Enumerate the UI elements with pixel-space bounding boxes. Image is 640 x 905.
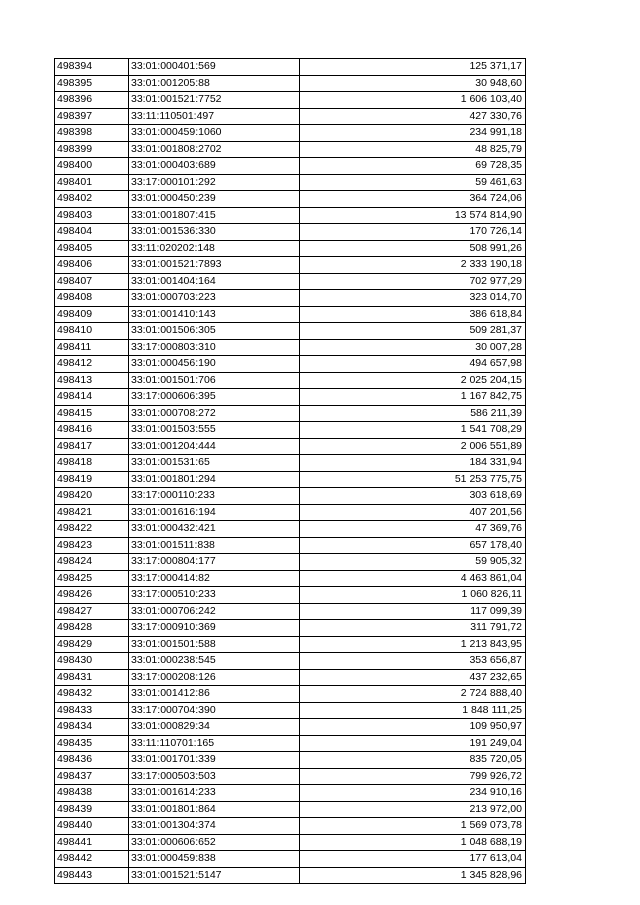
cadastral-number-cell: 33:01:001506:305 bbox=[129, 323, 300, 340]
cadastral-value-cell: 311 791,72 bbox=[300, 620, 526, 637]
table-row bbox=[55, 752, 526, 769]
object-id-cell: 498430 bbox=[55, 653, 129, 670]
cadastral-number-cell: 33:17:000606:395 bbox=[129, 389, 300, 406]
object-id-cell: 498399 bbox=[55, 141, 129, 158]
cadastral-number-cell: 33:11:110701:165 bbox=[129, 735, 300, 752]
cadastral-number-cell: 33:01:001801:864 bbox=[129, 801, 300, 818]
object-id-cell: 498426 bbox=[55, 587, 129, 604]
cadastral-value-cell: 51 253 775,75 bbox=[300, 471, 526, 488]
object-id-cell: 498415 bbox=[55, 405, 129, 422]
table-row bbox=[55, 75, 526, 92]
cadastral-number-cell: 33:17:000804:177 bbox=[129, 554, 300, 571]
object-id-cell: 498442 bbox=[55, 851, 129, 868]
object-id-cell: 498441 bbox=[55, 834, 129, 851]
cadastral-value-cell: 117 099,39 bbox=[300, 603, 526, 620]
cadastral-value-cell: 427 330,76 bbox=[300, 108, 526, 125]
object-id-cell: 498408 bbox=[55, 290, 129, 307]
cadastral-number-cell: 33:01:001801:294 bbox=[129, 471, 300, 488]
object-id-cell: 498409 bbox=[55, 306, 129, 323]
cadastral-value-cell: 303 618,69 bbox=[300, 488, 526, 505]
object-id-cell: 498395 bbox=[55, 75, 129, 92]
cadastral-number-cell: 33:17:000414:82 bbox=[129, 570, 300, 587]
object-id-cell: 498414 bbox=[55, 389, 129, 406]
table-row bbox=[55, 735, 526, 752]
object-id-cell: 498416 bbox=[55, 422, 129, 439]
object-id-cell: 498407 bbox=[55, 273, 129, 290]
cadastral-value-cell: 509 281,37 bbox=[300, 323, 526, 340]
object-id-cell: 498401 bbox=[55, 174, 129, 191]
cadastral-number-cell: 33:01:000459:1060 bbox=[129, 125, 300, 142]
cadastral-number-cell: 33:11:020202:148 bbox=[129, 240, 300, 257]
table-row bbox=[55, 174, 526, 191]
cadastral-value-cell: 59 461,63 bbox=[300, 174, 526, 191]
cadastral-number-cell: 33:17:000704:390 bbox=[129, 702, 300, 719]
cadastral-number-cell: 33:17:000510:233 bbox=[129, 587, 300, 604]
table-row bbox=[55, 620, 526, 637]
object-id-cell: 498400 bbox=[55, 158, 129, 175]
object-id-cell: 498438 bbox=[55, 785, 129, 802]
object-id-cell: 498436 bbox=[55, 752, 129, 769]
cadastral-value-cell: 323 014,70 bbox=[300, 290, 526, 307]
table-row bbox=[55, 471, 526, 488]
table-row bbox=[55, 125, 526, 142]
table-row bbox=[55, 290, 526, 307]
table-row bbox=[55, 306, 526, 323]
cadastral-value-cell: 437 232,65 bbox=[300, 669, 526, 686]
cadastral-number-cell: 33:17:000803:310 bbox=[129, 339, 300, 356]
object-id-cell: 498397 bbox=[55, 108, 129, 125]
object-id-cell: 498431 bbox=[55, 669, 129, 686]
table-row bbox=[55, 339, 526, 356]
table-row bbox=[55, 603, 526, 620]
cadastral-number-cell: 33:01:001536:330 bbox=[129, 224, 300, 241]
object-id-cell: 498440 bbox=[55, 818, 129, 835]
object-id-cell: 498405 bbox=[55, 240, 129, 257]
object-id-cell: 498424 bbox=[55, 554, 129, 571]
table-row bbox=[55, 504, 526, 521]
object-id-cell: 498402 bbox=[55, 191, 129, 208]
cadastral-number-cell: 33:01:001404:164 bbox=[129, 273, 300, 290]
cadastral-value-cell: 191 249,04 bbox=[300, 735, 526, 752]
table-row bbox=[55, 257, 526, 274]
cadastral-value-cell: 1 606 103,40 bbox=[300, 92, 526, 109]
table-row bbox=[55, 851, 526, 868]
cadastral-number-cell: 33:01:000403:689 bbox=[129, 158, 300, 175]
object-id-cell: 498418 bbox=[55, 455, 129, 472]
cadastral-number-cell: 33:01:000456:190 bbox=[129, 356, 300, 373]
cadastral-number-cell: 33:01:001205:88 bbox=[129, 75, 300, 92]
object-id-cell: 498423 bbox=[55, 537, 129, 554]
cadastral-value-cell: 13 574 814,90 bbox=[300, 207, 526, 224]
cadastral-value-cell: 47 369,76 bbox=[300, 521, 526, 538]
object-id-cell: 498432 bbox=[55, 686, 129, 703]
table-row bbox=[55, 422, 526, 439]
cadastral-value-cell: 1 848 111,25 bbox=[300, 702, 526, 719]
object-id-cell: 498427 bbox=[55, 603, 129, 620]
cadastral-value-cell: 2 025 204,15 bbox=[300, 372, 526, 389]
table-row bbox=[55, 191, 526, 208]
cadastral-value-cell: 586 211,39 bbox=[300, 405, 526, 422]
cadastral-value-cell: 177 613,04 bbox=[300, 851, 526, 868]
cadastral-number-cell: 33:01:001807:415 bbox=[129, 207, 300, 224]
table-row bbox=[55, 785, 526, 802]
cadastral-number-cell: 33:01:001410:143 bbox=[129, 306, 300, 323]
table-row bbox=[55, 405, 526, 422]
table-row bbox=[55, 372, 526, 389]
object-id-cell: 498417 bbox=[55, 438, 129, 455]
table-row bbox=[55, 669, 526, 686]
cadastral-value-cell: 1 048 688,19 bbox=[300, 834, 526, 851]
cadastral-number-cell: 33:01:001204:444 bbox=[129, 438, 300, 455]
table-row bbox=[55, 653, 526, 670]
cadastral-number-cell: 33:01:000432:421 bbox=[129, 521, 300, 538]
object-id-cell: 498429 bbox=[55, 636, 129, 653]
cadastral-value-cell: 364 724,06 bbox=[300, 191, 526, 208]
cadastral-value-cell: 799 926,72 bbox=[300, 768, 526, 785]
object-id-cell: 498412 bbox=[55, 356, 129, 373]
table-row bbox=[55, 240, 526, 257]
cadastral-number-cell: 33:01:000606:652 bbox=[129, 834, 300, 851]
cadastral-value-cell: 1 345 828,96 bbox=[300, 867, 526, 884]
object-id-cell: 498421 bbox=[55, 504, 129, 521]
cadastral-number-cell: 33:01:001501:706 bbox=[129, 372, 300, 389]
cadastral-value-cell: 30 007,28 bbox=[300, 339, 526, 356]
cadastral-number-cell: 33:01:001304:374 bbox=[129, 818, 300, 835]
table-row bbox=[55, 108, 526, 125]
object-id-cell: 498420 bbox=[55, 488, 129, 505]
cadastral-number-cell: 33:01:000829:34 bbox=[129, 719, 300, 736]
cadastral-value-cell: 386 618,84 bbox=[300, 306, 526, 323]
object-id-cell: 498434 bbox=[55, 719, 129, 736]
object-id-cell: 498437 bbox=[55, 768, 129, 785]
table-row bbox=[55, 587, 526, 604]
cadastral-number-cell: 33:01:001501:588 bbox=[129, 636, 300, 653]
cadastral-value-cell: 125 371,17 bbox=[300, 59, 526, 76]
object-id-cell: 498422 bbox=[55, 521, 129, 538]
table-row bbox=[55, 702, 526, 719]
cadastral-value-cell: 170 726,14 bbox=[300, 224, 526, 241]
table-row bbox=[55, 768, 526, 785]
object-id-cell: 498411 bbox=[55, 339, 129, 356]
cadastral-number-cell: 33:01:001616:194 bbox=[129, 504, 300, 521]
cadastral-value-cell: 48 825,79 bbox=[300, 141, 526, 158]
cadastral-number-cell: 33:01:001521:7893 bbox=[129, 257, 300, 274]
cadastral-number-cell: 33:01:001531:65 bbox=[129, 455, 300, 472]
cadastral-value-cell: 234 910,16 bbox=[300, 785, 526, 802]
object-id-cell: 498443 bbox=[55, 867, 129, 884]
object-id-cell: 498396 bbox=[55, 92, 129, 109]
cadastral-number-cell: 33:17:000101:292 bbox=[129, 174, 300, 191]
cadastral-number-cell: 33:01:000708:272 bbox=[129, 405, 300, 422]
cadastral-number-cell: 33:17:000208:126 bbox=[129, 669, 300, 686]
table-row bbox=[55, 488, 526, 505]
table-row bbox=[55, 158, 526, 175]
cadastral-value-cell: 109 950,97 bbox=[300, 719, 526, 736]
cadastral-number-cell: 33:01:001521:5147 bbox=[129, 867, 300, 884]
table-row bbox=[55, 455, 526, 472]
table-row bbox=[55, 389, 526, 406]
cadastral-value-cell: 1 569 073,78 bbox=[300, 818, 526, 835]
cadastral-number-cell: 33:01:001614:233 bbox=[129, 785, 300, 802]
object-id-cell: 498403 bbox=[55, 207, 129, 224]
cadastral-value-cell: 30 948,60 bbox=[300, 75, 526, 92]
object-id-cell: 498428 bbox=[55, 620, 129, 637]
table-row bbox=[55, 521, 526, 538]
table-row bbox=[55, 801, 526, 818]
cadastral-number-cell: 33:11:110501:497 bbox=[129, 108, 300, 125]
cadastral-value-cell: 494 657,98 bbox=[300, 356, 526, 373]
table-row bbox=[55, 818, 526, 835]
cadastral-value-cell: 2 724 888,40 bbox=[300, 686, 526, 703]
cadastral-value-cell: 1 167 842,75 bbox=[300, 389, 526, 406]
cadastral-number-cell: 33:01:000459:838 bbox=[129, 851, 300, 868]
object-id-cell: 498398 bbox=[55, 125, 129, 142]
table-row bbox=[55, 438, 526, 455]
cadastral-value-cell: 1 060 826,11 bbox=[300, 587, 526, 604]
object-id-cell: 498425 bbox=[55, 570, 129, 587]
cadastral-number-cell: 33:01:001511:838 bbox=[129, 537, 300, 554]
cadastral-value-cell: 69 728,35 bbox=[300, 158, 526, 175]
cadastral-number-cell: 33:01:000401:569 bbox=[129, 59, 300, 76]
cadastral-value-cell: 508 991,26 bbox=[300, 240, 526, 257]
object-id-cell: 498406 bbox=[55, 257, 129, 274]
cadastral-number-cell: 33:01:000706:242 bbox=[129, 603, 300, 620]
table-row bbox=[55, 867, 526, 884]
table-row bbox=[55, 686, 526, 703]
cadastral-value-cell: 353 656,87 bbox=[300, 653, 526, 670]
cadastral-number-cell: 33:17:000110:233 bbox=[129, 488, 300, 505]
cadastral-number-cell: 33:17:000910:369 bbox=[129, 620, 300, 637]
cadastral-number-cell: 33:01:001521:7752 bbox=[129, 92, 300, 109]
object-id-cell: 498410 bbox=[55, 323, 129, 340]
cadastral-number-cell: 33:01:000238:545 bbox=[129, 653, 300, 670]
cadastral-value-cell: 234 991,18 bbox=[300, 125, 526, 142]
table-body bbox=[55, 59, 526, 884]
cadastral-value-cell: 1 213 843,95 bbox=[300, 636, 526, 653]
table-row bbox=[55, 92, 526, 109]
cadastral-number-cell: 33:01:001701:339 bbox=[129, 752, 300, 769]
cadastral-number-cell: 33:17:000503:503 bbox=[129, 768, 300, 785]
object-id-cell: 498404 bbox=[55, 224, 129, 241]
table-row bbox=[55, 554, 526, 571]
table-row bbox=[55, 719, 526, 736]
cadastral-value-cell: 213 972,00 bbox=[300, 801, 526, 818]
table-row bbox=[55, 141, 526, 158]
table-row bbox=[55, 570, 526, 587]
table-row bbox=[55, 537, 526, 554]
object-id-cell: 498435 bbox=[55, 735, 129, 752]
cadastral-value-cell: 702 977,29 bbox=[300, 273, 526, 290]
table-row bbox=[55, 356, 526, 373]
cadastral-value-cell: 835 720,05 bbox=[300, 752, 526, 769]
table-row bbox=[55, 636, 526, 653]
object-id-cell: 498394 bbox=[55, 59, 129, 76]
cadastral-value-cell: 657 178,40 bbox=[300, 537, 526, 554]
cadastral-value-cell: 4 463 861,04 bbox=[300, 570, 526, 587]
cadastral-value-table bbox=[54, 58, 526, 884]
object-id-cell: 498413 bbox=[55, 372, 129, 389]
cadastral-number-cell: 33:01:000450:239 bbox=[129, 191, 300, 208]
table-row bbox=[55, 224, 526, 241]
cadastral-value-cell: 2 006 551,89 bbox=[300, 438, 526, 455]
table-row bbox=[55, 834, 526, 851]
cadastral-number-cell: 33:01:001412:86 bbox=[129, 686, 300, 703]
cadastral-number-cell: 33:01:001503:555 bbox=[129, 422, 300, 439]
object-id-cell: 498419 bbox=[55, 471, 129, 488]
cadastral-value-cell: 1 541 708,29 bbox=[300, 422, 526, 439]
cadastral-number-cell: 33:01:001808:2702 bbox=[129, 141, 300, 158]
cadastral-value-cell: 2 333 190,18 bbox=[300, 257, 526, 274]
cadastral-value-cell: 184 331,94 bbox=[300, 455, 526, 472]
object-id-cell: 498439 bbox=[55, 801, 129, 818]
table-row bbox=[55, 59, 526, 76]
table-row bbox=[55, 323, 526, 340]
object-id-cell: 498433 bbox=[55, 702, 129, 719]
cadastral-value-cell: 407 201,56 bbox=[300, 504, 526, 521]
cadastral-value-cell: 59 905,32 bbox=[300, 554, 526, 571]
table-row bbox=[55, 273, 526, 290]
cadastral-number-cell: 33:01:000703:223 bbox=[129, 290, 300, 307]
table-row bbox=[55, 207, 526, 224]
